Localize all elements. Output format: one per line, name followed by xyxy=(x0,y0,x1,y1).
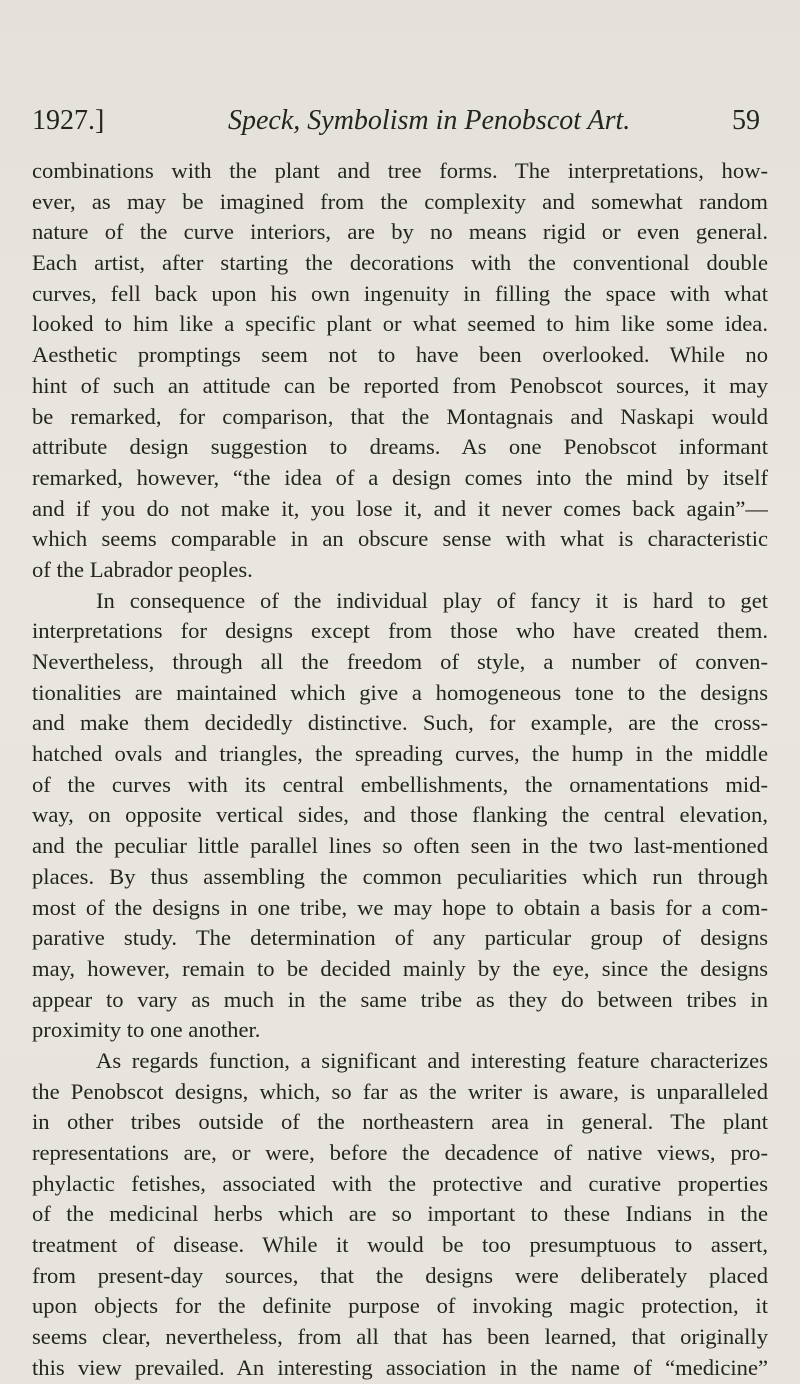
text-line: remarked, however, “the idea of a design comes into the mind by itself xyxy=(32,464,768,490)
text-line: and the peculiar little parallel lines so often seen in the two last-mentioned xyxy=(32,833,768,859)
text-line: attribute design suggestion to dreams. As one Penobscot informant xyxy=(32,434,768,460)
text-line: ever, as may be imagined from the complexity and somewhat random xyxy=(32,188,768,214)
body-text xyxy=(32,156,768,1384)
text-line: be remarked, for comparison, that the Montagnais and Naskapi would xyxy=(32,403,768,429)
text-line: curves, fell back upon his own ingenuity in filling the space with what xyxy=(32,280,768,306)
text-line: Aesthetic promptings seem not to have been overlooked. While no xyxy=(32,342,768,368)
running-header xyxy=(0,105,800,145)
text-line: and if you do not make it, you lose it, and it never comes back again”— xyxy=(32,495,768,521)
text-line: combinations with the plant and tree forms. The interpretations, how- xyxy=(32,158,768,183)
text-line: may, however, remain to be decided mainly by the eye, since the designs xyxy=(32,955,768,981)
paragraph-end-line: proximity to one another. xyxy=(32,1017,261,1043)
text-line: looked to him like a specific plant or what seemed to him like some idea. xyxy=(32,311,768,337)
header-year: 1927.] xyxy=(32,105,105,136)
text-line: interpretations for designs except from those who have created them. xyxy=(32,618,768,644)
paragraph-end-line: of the Labrador peoples. xyxy=(32,556,253,582)
text-line: representations are, or were, before the decadence of native views, pro- xyxy=(32,1140,768,1165)
paragraph-start-line: As regards function, a significant and interesting feature characterizes xyxy=(96,1047,768,1073)
text-line: way, on opposite vertical sides, and those flanking the central elevation, xyxy=(32,802,768,828)
text-line: treatment of disease. While it would be too presumptuous to assert, xyxy=(32,1232,768,1258)
text-line: from present-day sources, that the designs were deliberately placed xyxy=(32,1262,768,1288)
text-line: of the medicinal herbs which are so important to these Indians in the xyxy=(32,1201,768,1227)
page-number: 59 xyxy=(732,105,760,136)
text-line: parative study. The determination of any particular group of designs xyxy=(32,925,768,951)
text-line: seems clear, nevertheless, from all that has been learned, that originally xyxy=(32,1324,768,1350)
text-line: which seems comparable in an obscure sense with what is characteristic xyxy=(32,526,768,552)
text-line: Each artist, after starting the decorations with the conventional double xyxy=(32,250,768,276)
text-line: in other tribes outside of the northeastern area in general. The plant xyxy=(32,1109,768,1135)
text-line: appear to vary as much in the same tribe as they do between tribes in xyxy=(32,986,768,1012)
header-running-title: Speck, Symbolism in Penobscot Art. xyxy=(228,105,631,136)
text-line: tionalities are maintained which give a homogeneous tone to the designs xyxy=(32,679,768,705)
text-line: most of the designs in one tribe, we may hope to obtain a basis for a com- xyxy=(32,894,768,920)
text-line: upon objects for the definite purpose of invoking magic protection, it xyxy=(32,1293,768,1319)
text-line: hatched ovals and triangles, the spreading curves, the hump in the middle xyxy=(32,741,768,767)
text-line: nature of the curve interiors, are by no means rigid or even general. xyxy=(32,219,768,245)
text-line: places. By thus assembling the common peculiarities which run through xyxy=(32,863,768,889)
text-line: of the curves with its central embellishments, the ornamentations mid- xyxy=(32,771,768,797)
text-line: phylactic fetishes, associated with the protective and curative properties xyxy=(32,1170,768,1196)
text-line: Nevertheless, through all the freedom of style, a number of conven- xyxy=(32,649,768,674)
text-line: hint of such an attitude can be reported from Penobscot sources, it may xyxy=(32,372,768,398)
text-line: and make them decidedly distinctive. Such, for example, are the cross- xyxy=(32,710,768,736)
paragraph-start-line: In consequence of the individual play of fancy it is hard to get xyxy=(96,587,768,613)
text-line: this view prevailed. An interesting association in the name of “medicine” xyxy=(32,1354,768,1380)
text-line: the Penobscot designs, which, so far as the writer is aware, is unparalleled xyxy=(32,1078,768,1104)
